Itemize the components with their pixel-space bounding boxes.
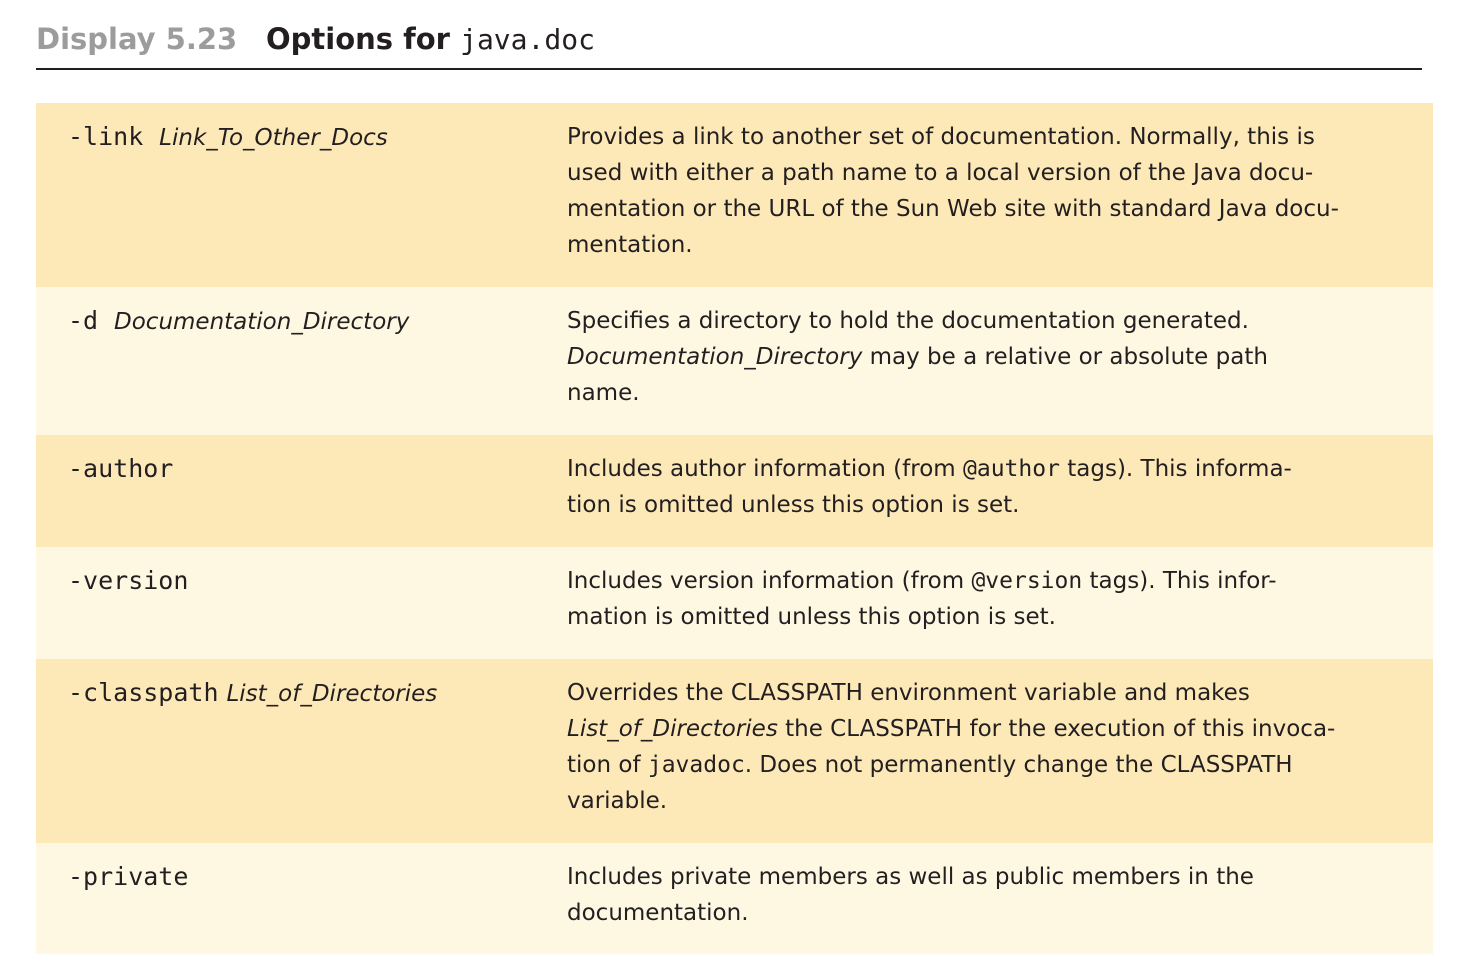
description-line <box>567 711 1417 747</box>
description-line: mation is omitted unless this option is set. <box>567 604 1056 630</box>
option-flag: -version <box>68 566 189 595</box>
display-title-code: java.doc <box>460 23 595 56</box>
description-code: @author <box>963 456 1060 482</box>
description-line: mentation or the URL of the Sun Web site with standard Java docu- <box>567 196 1339 222</box>
option-row-classpath <box>36 659 1433 843</box>
description-text: tion of <box>567 752 648 778</box>
display-label: Display 5.23 <box>36 22 238 56</box>
description-text: tags). This infor- <box>1082 568 1277 594</box>
description-line: Provides a link to another set of documentation. Normally, this is <box>567 124 1315 150</box>
description-text: . Does not permanently change the CLASSPATH <box>744 752 1293 778</box>
option-name <box>68 563 188 599</box>
option-description <box>567 303 1417 411</box>
description-line <box>567 339 1417 375</box>
display-title <box>266 20 595 59</box>
option-name <box>68 119 388 156</box>
description-line: Includes private members as well as public members in the <box>567 864 1254 890</box>
description-line: mentation. <box>567 232 693 258</box>
description-italic-term: Documentation_Directory <box>567 344 863 370</box>
description-text: Includes version information (from <box>567 568 972 594</box>
option-argument: Link_To_Other_Docs <box>159 125 388 151</box>
option-flag: -classpath <box>68 678 219 707</box>
option-description <box>567 451 1417 523</box>
description-line: Overrides the CLASSPATH environment variable and makes <box>567 680 1250 706</box>
description-line: documentation. <box>567 900 749 926</box>
option-name <box>68 451 173 487</box>
option-description <box>567 119 1417 263</box>
option-row-link <box>36 103 1433 287</box>
description-line: used with either a path name to a local version of the Java docu- <box>567 160 1314 186</box>
option-flag: -author <box>68 454 174 483</box>
description-line: name. <box>567 380 640 406</box>
description-text: tags). This informa- <box>1059 456 1292 482</box>
option-row-private <box>36 843 1433 954</box>
description-text: Includes author information (from <box>567 456 963 482</box>
option-name <box>68 303 409 340</box>
description-text: the CLASSPATH for the execution of this invoca- <box>777 716 1336 742</box>
description-code: @version <box>971 568 1083 594</box>
option-argument: Documentation_Directory <box>114 309 410 335</box>
option-row-author <box>36 435 1433 547</box>
option-row-d <box>36 287 1433 435</box>
description-italic-term: List_of_Directories <box>567 716 778 742</box>
description-text: may be a relative or absolute path <box>862 344 1268 370</box>
option-argument: List_of_Directories <box>226 681 438 707</box>
description-line <box>567 451 1417 487</box>
description-line: variable. <box>567 788 668 814</box>
display-header <box>36 20 1422 70</box>
option-description <box>567 563 1417 635</box>
option-name <box>68 859 188 895</box>
option-description <box>567 675 1417 819</box>
options-table <box>36 103 1433 954</box>
description-line <box>567 563 1417 599</box>
option-flag: -d <box>68 306 99 335</box>
option-flag: -private <box>68 862 189 891</box>
description-line: Specifies a directory to hold the documentation generated. <box>567 308 1249 334</box>
option-description <box>567 859 1417 931</box>
description-line: tion is omitted unless this option is set. <box>567 492 1020 518</box>
description-line <box>567 747 1417 783</box>
option-name <box>68 675 437 712</box>
description-code: javadoc <box>647 752 745 778</box>
option-row-version <box>36 547 1433 659</box>
display-title-text: Options for <box>266 22 461 56</box>
option-flag: -link <box>68 122 144 151</box>
